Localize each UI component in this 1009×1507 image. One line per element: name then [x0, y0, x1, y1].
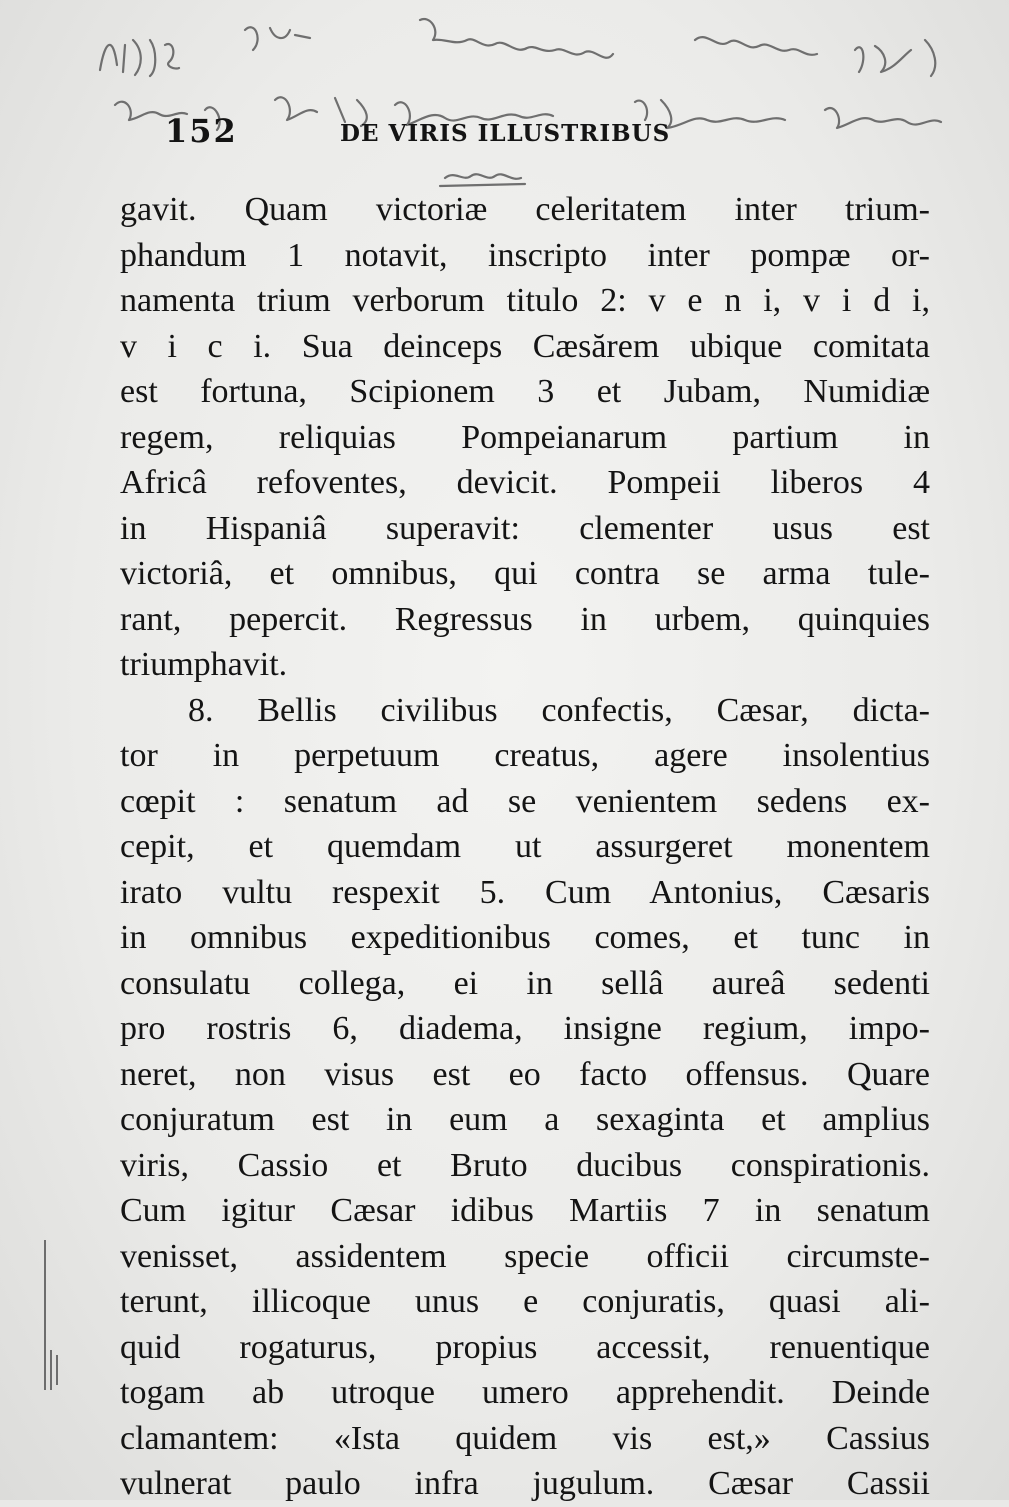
text-line: victoriâ, et omnibus, qui contra se arma tule-: [120, 555, 930, 592]
text-line: conjuratum est in eum a sexaginta et amplius: [120, 1101, 930, 1138]
text-line: quid rogaturus, propius accessit, renuentique: [120, 1328, 930, 1366]
text-line: venisset, assidentem specie officii circumste-: [120, 1237, 930, 1275]
text-line: in Hispaniâ superavit: clementer usus est: [120, 509, 930, 547]
running-title: DE VIRIS ILLUSTRIBUS: [340, 120, 671, 147]
text-line: Africâ refoventes, devicit. Pompeii liberos 4: [120, 464, 930, 501]
text-line: phandum 1 notavit, inscripto inter pompæ or-: [120, 236, 930, 274]
text-line: pro rostris 6, diadema, insigne regium, impo-: [120, 1010, 930, 1047]
text-line: cepit, et quemdam ut assurgeret monentem: [120, 828, 930, 865]
page-number: 152: [165, 112, 238, 150]
text-line: clamantem: «Ista quidem vis est,» Cassius: [120, 1419, 930, 1457]
body-text: [120, 187, 930, 1507]
text-line: cœpit : senatum ad se venientem sedens ex-: [120, 782, 930, 820]
handwritten-annotation: [95, 10, 985, 190]
text-line: rant, pepercit. Regressus in urbem, quinquies: [120, 600, 930, 638]
text-line: consulatu collega, ei in sellâ aureâ sedenti: [120, 964, 930, 1002]
text-line: viris, Cassio et Bruto ducibus conspirationis.: [120, 1146, 930, 1184]
text-line: est fortuna, Scipionem 3 et Jubam, Numidiæ: [120, 373, 930, 410]
text-line: v i c i. Sua deinceps Cæsărem ubique comitata: [120, 327, 930, 365]
text-line: gavit. Quam victoriæ celeritatem inter trium-: [120, 191, 930, 228]
text-line: terunt, illicoque unus e conjuratis, quasi ali-: [120, 1283, 930, 1320]
text-line: togam ab utroque umero apprehendit. Deinde: [120, 1374, 930, 1411]
text-line: tor in perpetuum creatus, agere insolentius: [120, 737, 930, 774]
text-line: namenta trium verborum titulo 2: v e n i, v i d i,: [120, 282, 930, 319]
text-line: in omnibus expeditionibus comes, et tunc in: [120, 919, 930, 956]
text-line: irato vultu respexit 5. Cum Antonius, Cæsaris: [120, 873, 930, 911]
paragraph-start-line: 8. Bellis civilibus confectis, Cæsar, dicta-: [188, 691, 930, 729]
text-line: regem, reliquias Pompeianarum partium in: [120, 418, 930, 456]
running-head: [165, 112, 945, 152]
text-line: vulnerat paulo infra jugulum. Cæsar Cassii: [120, 1465, 930, 1502]
text-line: neret, non visus est eo facto offensus. Quare: [120, 1055, 930, 1093]
margin-marks: [30, 1240, 70, 1390]
text-line: triumphavit.: [120, 646, 288, 683]
text-line: Cum igitur Cæsar idibus Martiis 7 in senatum: [120, 1192, 930, 1229]
